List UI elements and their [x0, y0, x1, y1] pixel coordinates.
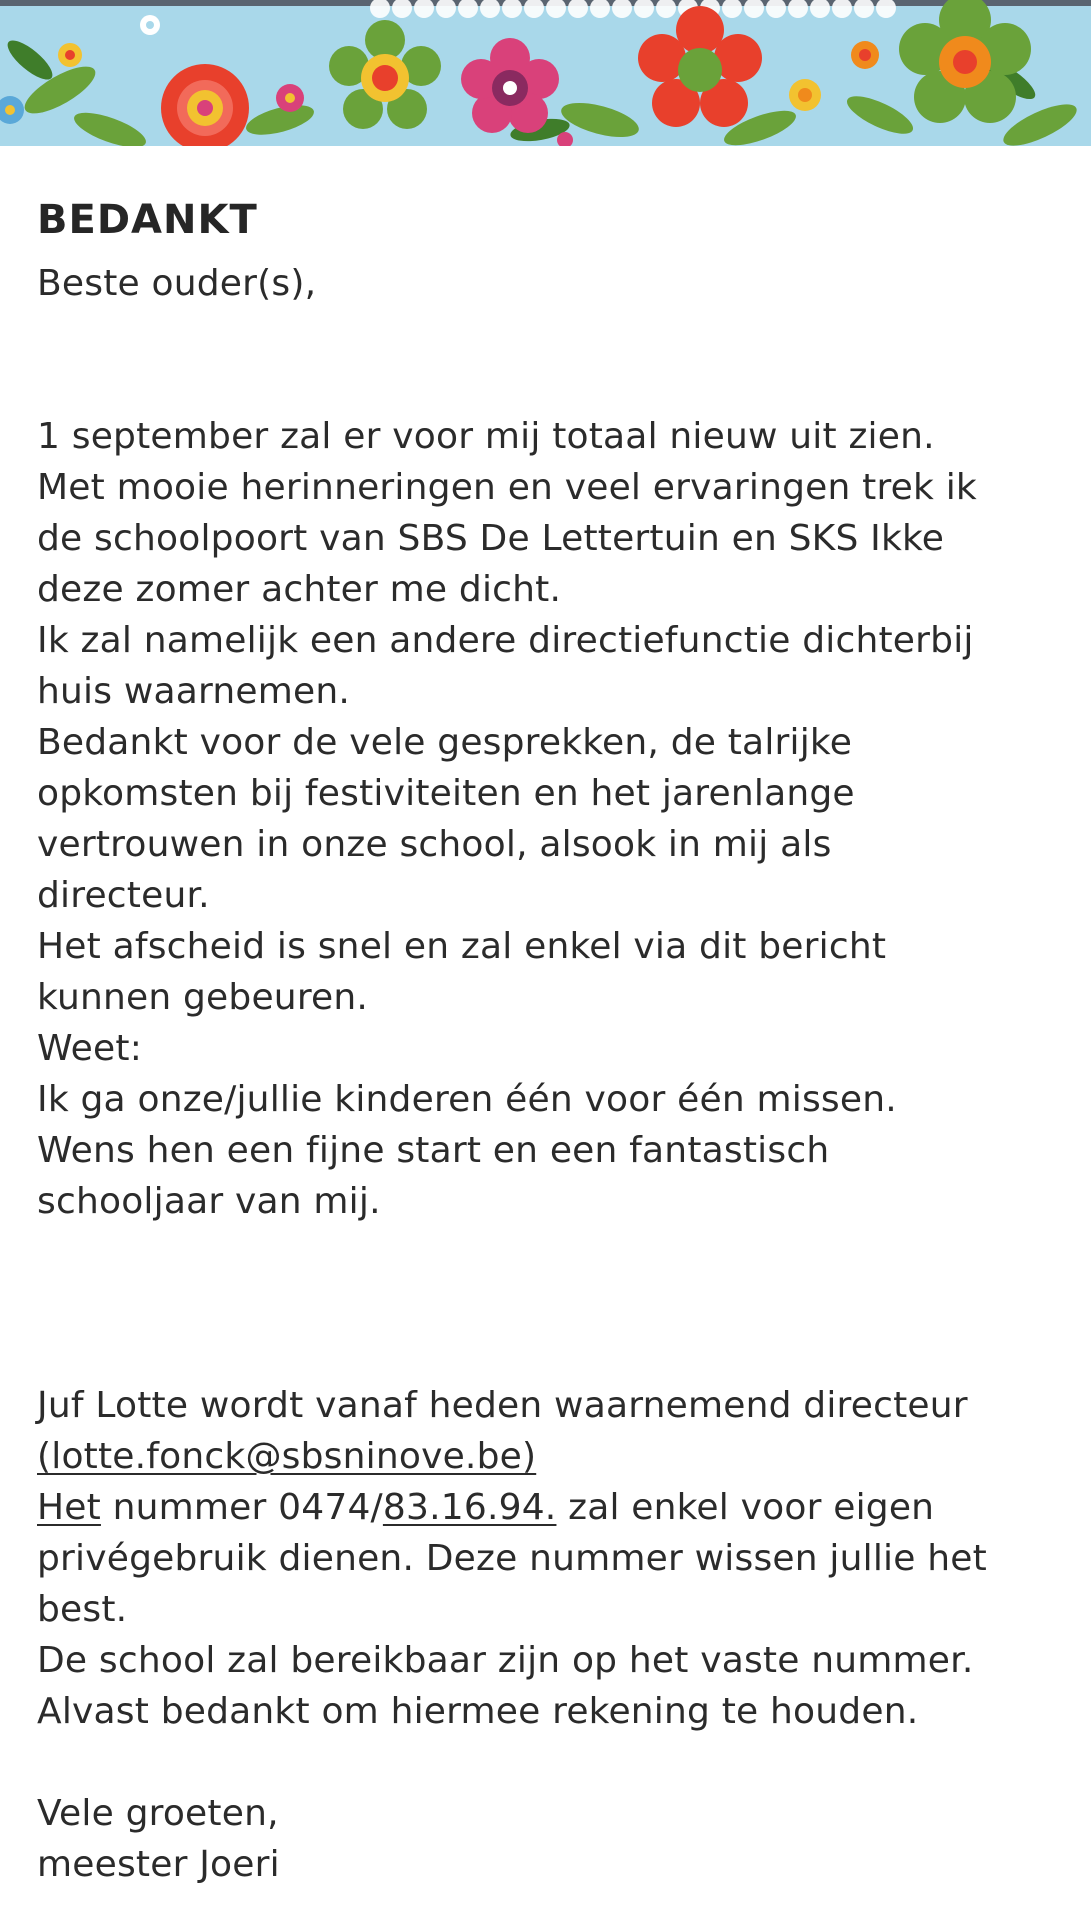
body-line: schooljaar van mij. [37, 1181, 381, 1222]
email-link[interactable]: (lotte.fonck@sbsninove.be) [37, 1436, 537, 1477]
body-line: Bedankt voor de vele gesprekken, de talrijke [37, 722, 853, 763]
contact-line: Juf Lotte wordt vanaf heden waarnemend directeur [37, 1385, 968, 1426]
body-line: Wens hen een fijne start en een fantastisch [37, 1130, 830, 1171]
body-line: Het afscheid is snel en zal enkel via dit bericht [37, 926, 887, 967]
body-line: deze zomer achter me dicht. [37, 569, 562, 610]
signature: meester Joeri [37, 1844, 280, 1885]
phone-text-after: zal enkel voor eigen [556, 1487, 935, 1528]
body-line: Weet: [37, 1028, 143, 1069]
contact-section [37, 1380, 1067, 1737]
letter-title: BEDANKT [37, 197, 258, 243]
letter-content [37, 190, 1067, 1890]
body-line: Met mooie herinneringen en veel ervaringen trek ik [37, 467, 977, 508]
phone-text-before: nummer 0474/ [100, 1487, 383, 1528]
phone-line [37, 1482, 1067, 1533]
body-line: opkomsten bij festiviteiten en het jarenlange [37, 773, 855, 814]
body-line: Ik zal namelijk een andere directiefunctie dichterbij [37, 620, 974, 661]
body-line: 1 september zal er voor mij totaal nieuw uit zien. [37, 416, 935, 457]
phone-prefix-link[interactable]: Het [37, 1487, 101, 1528]
body-line: kunnen gebeuren. [37, 977, 369, 1018]
greeting: Beste ouder(s), [37, 263, 317, 304]
body-line: directeur. [37, 875, 210, 916]
body-line: huis waarnemen. [37, 671, 351, 712]
contact-line: privégebruik dienen. Deze nummer wissen jullie het [37, 1538, 987, 1579]
letter-body [37, 411, 1067, 1227]
contact-line: Alvast bedankt om hiermee rekening te houden. [37, 1691, 919, 1732]
floral-banner [0, 0, 1091, 154]
email-line [37, 1431, 1067, 1482]
closing: Vele groeten, [37, 1793, 279, 1834]
contact-line: De school zal bereikbaar zijn op het vaste nummer. [37, 1640, 974, 1681]
body-line: Ik ga onze/jullie kinderen één voor één missen. [37, 1079, 897, 1120]
phone-number-link[interactable]: 83.16.94. [382, 1487, 557, 1528]
flower-pattern-image [0, 0, 1091, 154]
contact-line: best. [37, 1589, 128, 1630]
body-line: vertrouwen in onze school, alsook in mij als [37, 824, 832, 865]
body-line: de schoolpoort van SBS De Lettertuin en SKS Ikke [37, 518, 945, 559]
